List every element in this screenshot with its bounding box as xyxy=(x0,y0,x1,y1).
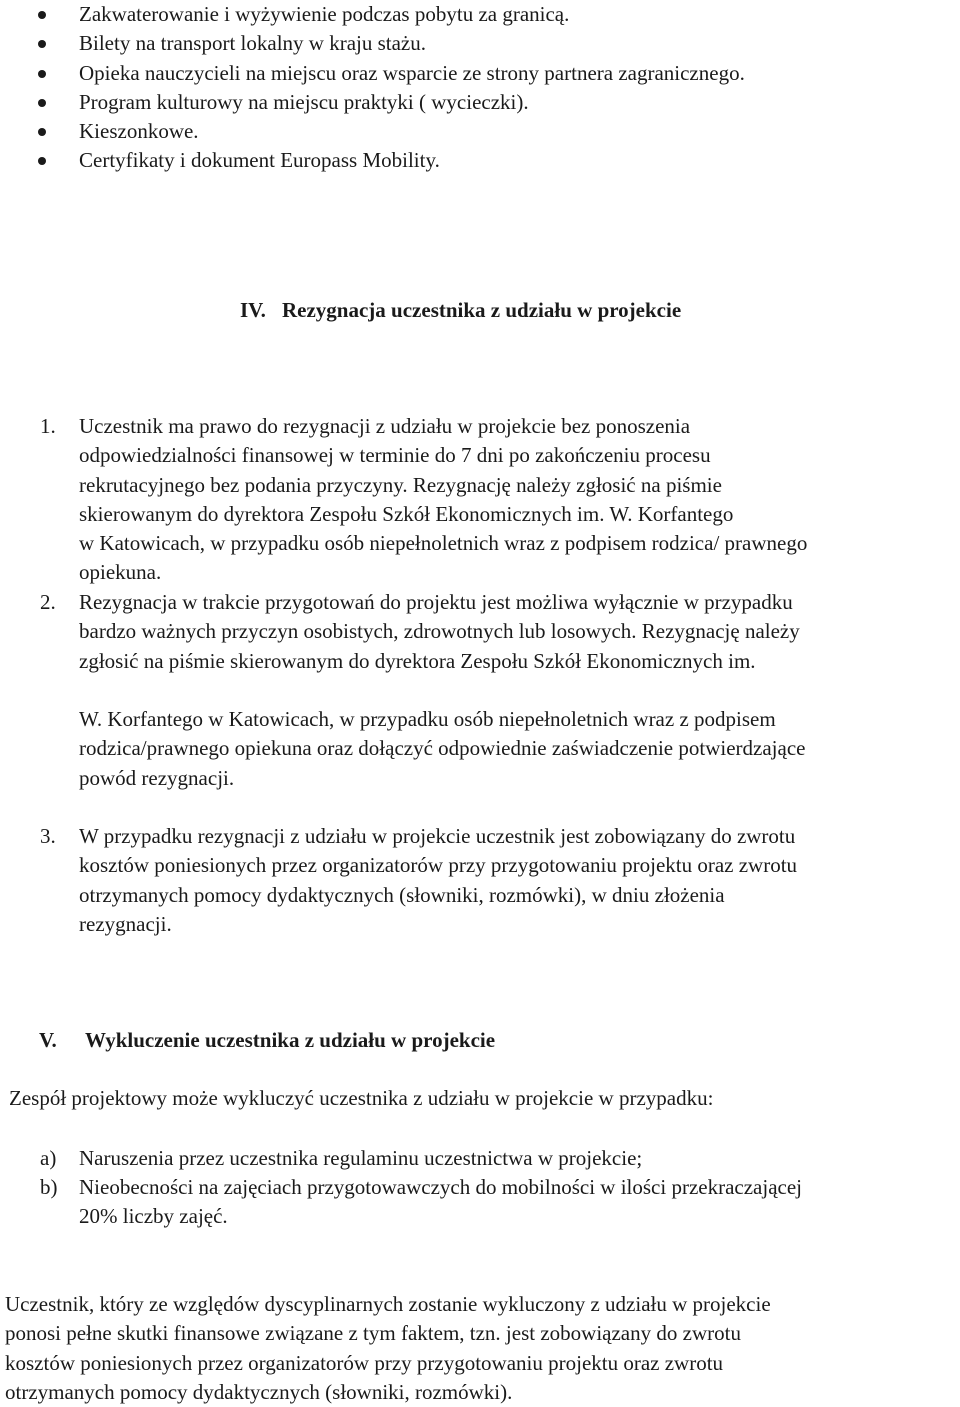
section-number: IV. xyxy=(240,298,266,322)
section-heading xyxy=(240,296,681,325)
list-item: Opieka nauczycieli na miejscu oraz wsparcie ze strony partnera zagranicznego. xyxy=(0,59,960,88)
item-text: Nieobecności na zajęciach przygotowawczych do mobilności w ilości przekraczającej 20% liczby zajęć. xyxy=(79,1175,803,1229)
list-item: Program kulturowy na miejscu praktyki ( wycieczki). xyxy=(0,88,960,117)
item-number: 1. xyxy=(40,414,56,438)
item-letter: a) xyxy=(40,1146,57,1170)
list-item: Kieszonkowe. xyxy=(0,117,960,146)
section-title: Wykluczenie uczestnika z udziału w projekcie xyxy=(85,1028,496,1052)
item-text: Rezygnacja w trakcie przygotowań do projektu jest możliwa wyłącznie w przypadku bardzo ważnych przyczyn osobistych, zdrowotnych lub losowych. Rezygnację należy zgłosić na piśmie skierowanym do dyrektora Zespołu Szkół Ekonomicznych im. W. Korfantego w Katowicach, w przypadku osób niepełnoletnich wraz z podpisem rodzica/prawnego opiekuna oraz dołączyć odpowiednie zaświadczenie potwierdzające powód rezygnacji. xyxy=(79,590,806,790)
list-item: Certyfikaty i dokument Europass Mobility. xyxy=(0,146,960,175)
benefits-list xyxy=(0,0,960,176)
item-number: 2. xyxy=(40,590,56,614)
section-heading xyxy=(39,1026,495,1055)
item-text: W przypadku rezygnacji z udziału w projekcie uczestnik jest zobowiązany do zwrotu kosztów poniesionych przez organizatorów przy przygotowaniu projektu oraz zwrotu otrzymanych pomocy dydaktycznych (słowniki, rozmówki), w dniu złożenia rezygnacji. xyxy=(79,824,798,936)
bullet-icon xyxy=(38,70,46,78)
bullet-icon xyxy=(38,157,46,165)
list-item: Zakwaterowanie i wyżywienie podczas pobytu za granicą. xyxy=(0,0,960,29)
item-text: Uczestnik ma prawo do rezygnacji z udziału w projekcie bez ponoszenia odpowiedzialności finansowej w terminie do 7 dni po zakończeniu procesu rekrutacyjnego bez podania przyczyny. Rezygnację należy zgłosić na piśmie skierowanym do dyrektora Zespołu Szkół Ekonomicznych im. W. Korfantego w Katowicach, w przypadku osób niepełnoletnich wraz z podpisem rodzica/ prawnego opiekuna. xyxy=(79,414,808,585)
closing-paragraph: Uczestnik, który ze względów dyscyplinarnych zostanie wykluczony z udziału w projekcie ponosi pełne skutki finansowe związane z tym faktem, tzn. jest zobowiązany do zwrotu kosztów poniesionych przez organizatorów przy przygotowaniu projektu oraz zwrotu otrzymanych pomocy dydaktycznych (słowniki, rozmówki). xyxy=(5,1292,771,1404)
item-text: Naruszenia przez uczestnika regulaminu uczestnictwa w projekcie; xyxy=(79,1146,643,1170)
section-intro: Zespół projektowy może wykluczyć uczestnika z udziału w projekcie w przypadku: xyxy=(9,1086,714,1110)
list-item: Bilety na transport lokalny w kraju stażu. xyxy=(0,29,960,58)
item-letter: b) xyxy=(40,1175,58,1199)
item-number: 3. xyxy=(40,824,56,848)
bullet-icon xyxy=(38,11,46,19)
bullet-icon xyxy=(38,40,46,48)
bullet-icon xyxy=(38,99,46,107)
bullet-icon xyxy=(38,128,46,136)
section-number: V. xyxy=(39,1028,57,1052)
section-title: Rezygnacja uczestnika z udziału w projekcie xyxy=(282,298,682,322)
